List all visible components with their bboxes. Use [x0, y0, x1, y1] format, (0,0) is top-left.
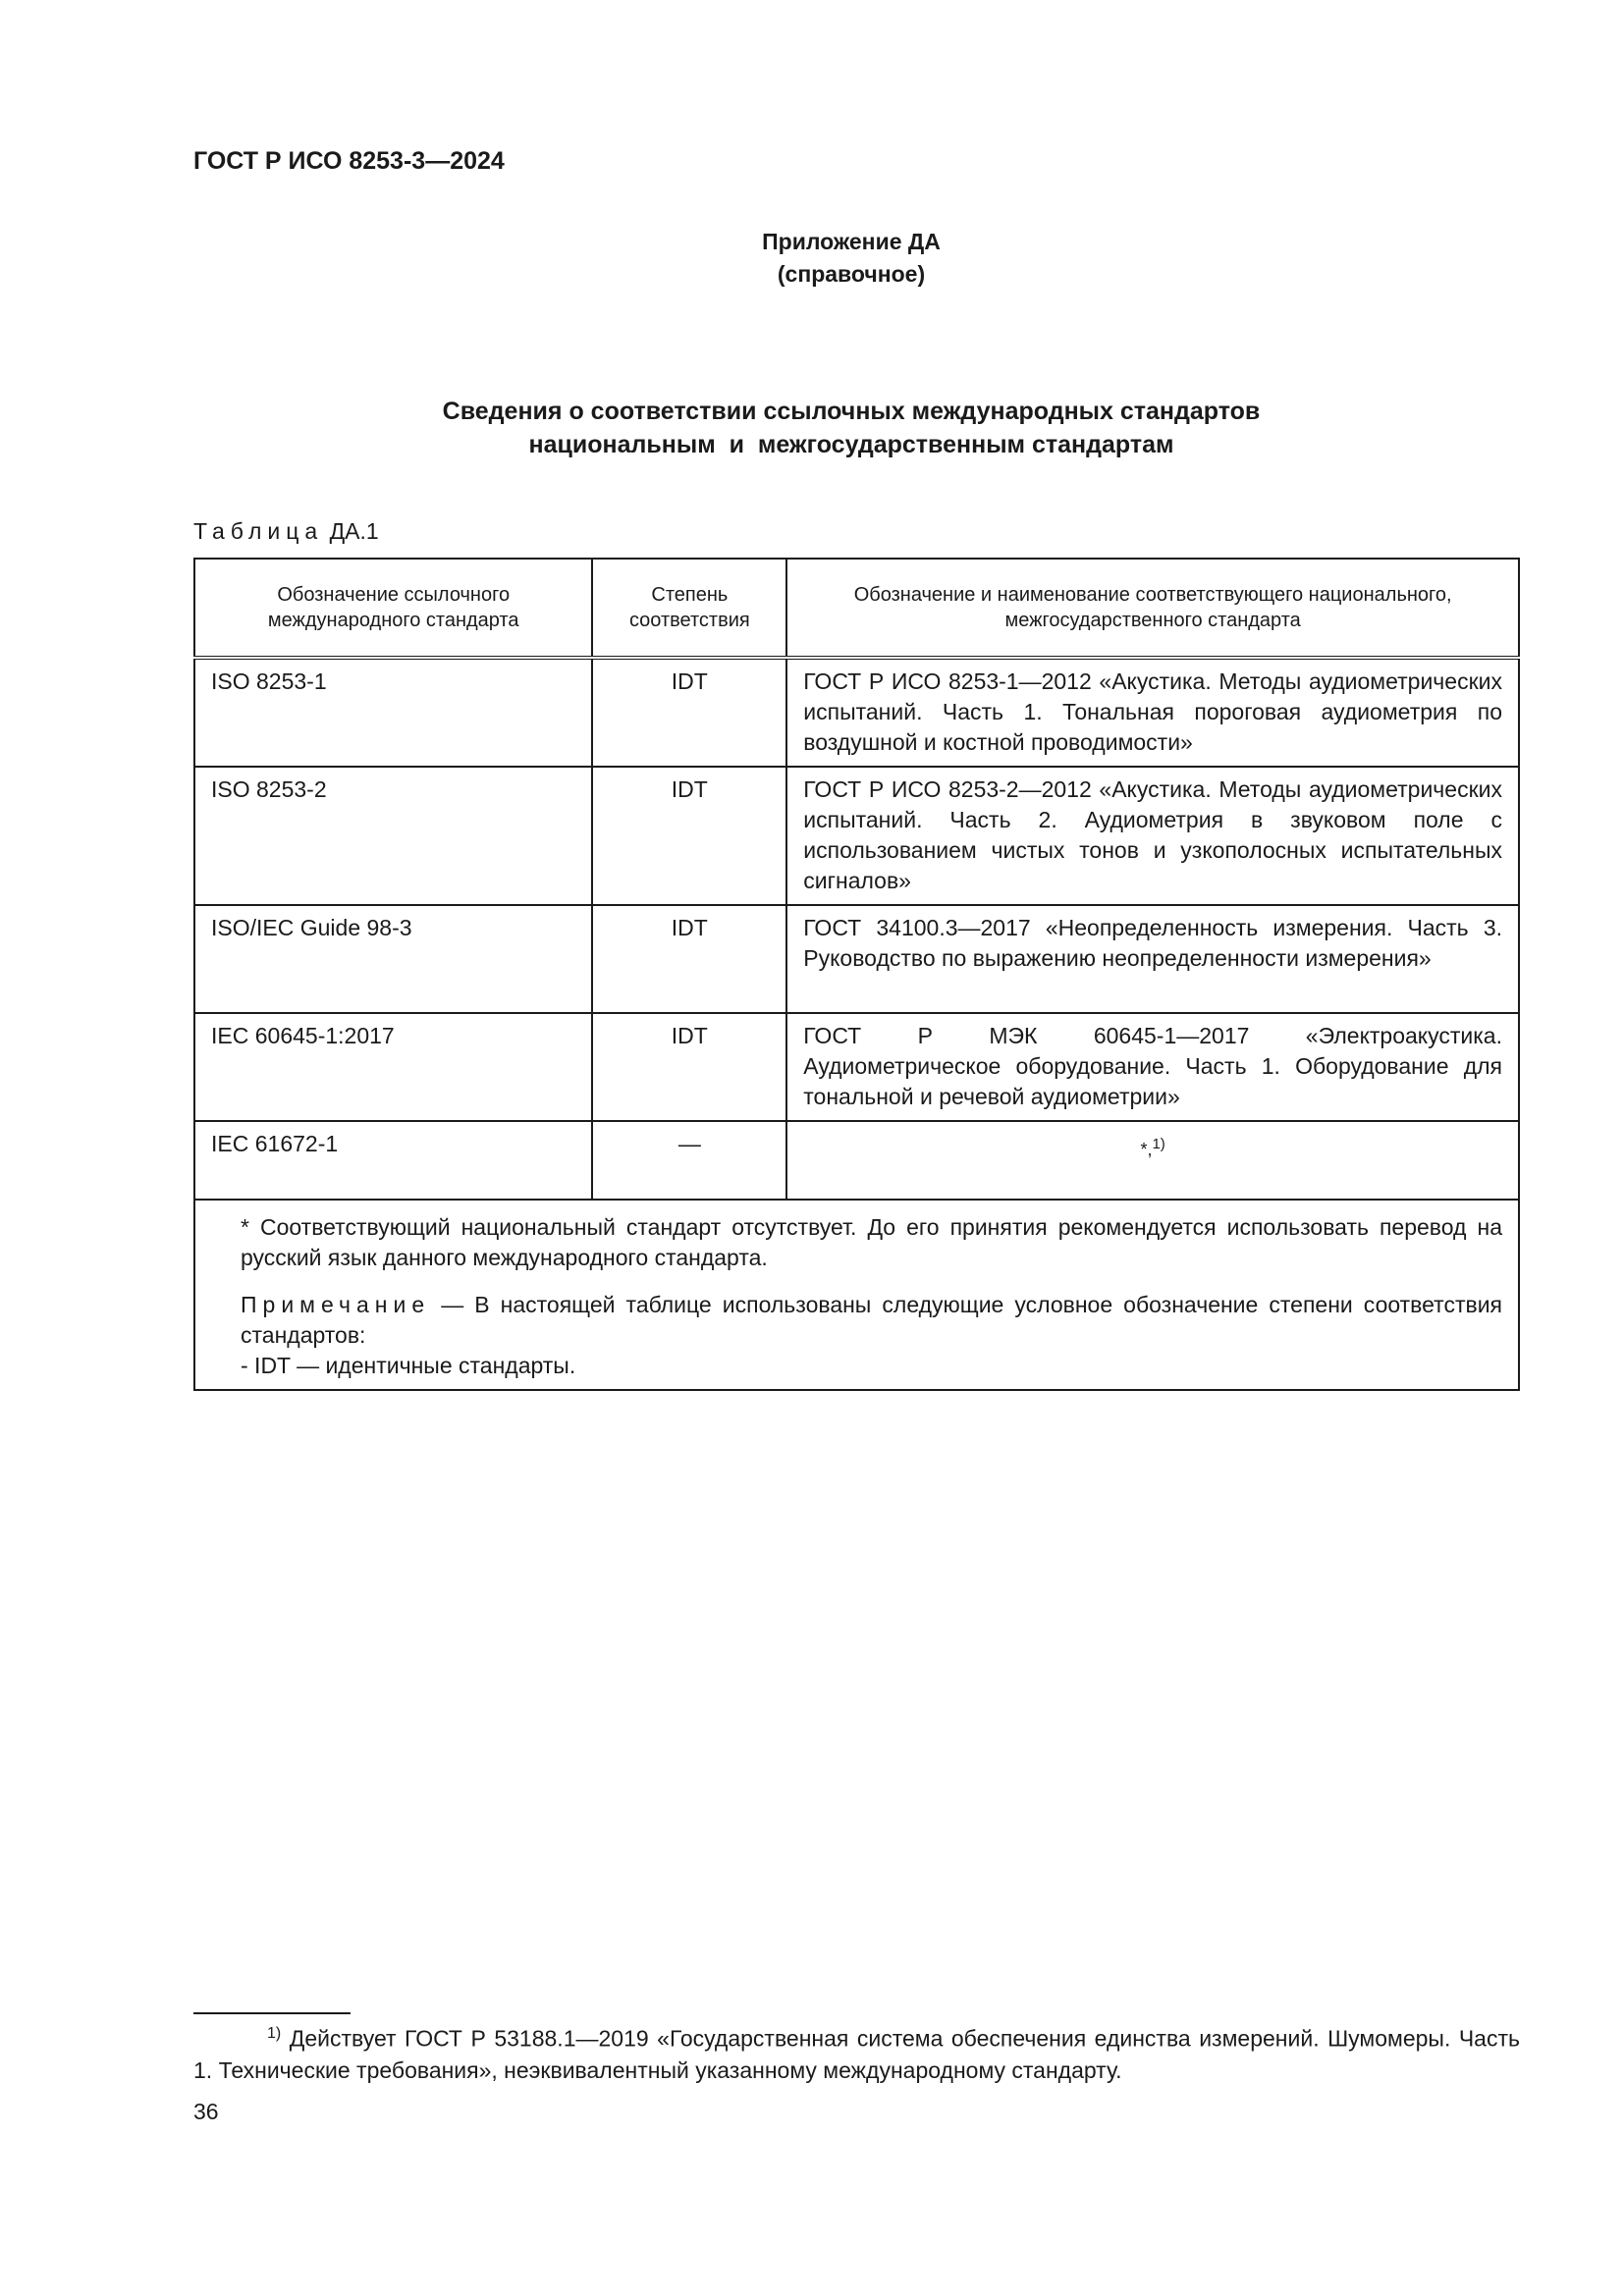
table-label-number: ДА.1	[323, 518, 379, 544]
degree-cell: IDT	[592, 905, 786, 1013]
section-title-line-1: Сведения о соответствии ссылочных международных стандартов	[442, 398, 1261, 425]
table-label-word: Таблица	[193, 518, 324, 544]
degree-cell: —	[592, 1121, 786, 1200]
intl-standard-cell: IEC 60645-1:2017	[194, 1013, 592, 1121]
footnote-text: Действует ГОСТ Р 53188.1—2019 «Государственная система обеспечения единства измерений. Шумомеры. Часть 1. Технические требования», неэквивалентный указанному международному стандарту.	[193, 2025, 1520, 2083]
note-text: — В настоящей таблице использованы следующие условное обозначение степени соответствия стандартов:	[241, 1292, 1502, 1348]
degree-cell: IDT	[592, 1013, 786, 1121]
table-row	[194, 658, 1519, 767]
note-bullet: - IDT — идентичные стандарты.	[241, 1353, 576, 1378]
table-footer-notes	[194, 1200, 1519, 1390]
annex-type: (справочное)	[777, 261, 926, 287]
national-standard-cell-empty	[786, 1121, 1519, 1200]
degree-cell: IDT	[592, 767, 786, 905]
table-note	[241, 1290, 1502, 1351]
footnote-ref-mark: 1)	[1152, 1136, 1165, 1152]
national-standard-cell: ГОСТ Р ИСО 8253-2—2012 «Акустика. Методы аудиометрических испытаний. Часть 2. Аудиометрия в звуковом поле с использованием чистых тонов и узкополосных испытательных сигналов»	[786, 767, 1519, 905]
header-degree: Степень соответствия	[592, 559, 786, 658]
national-standard-cell: ГОСТ 34100.3—2017 «Неопределенность измерения. Часть 3. Руководство по выражению неопределенности измерения»	[786, 905, 1519, 1013]
national-standard-cell: ГОСТ Р ИСО 8253-1—2012 «Акустика. Методы аудиометрических испытаний. Часть 1. Тональная пороговая аудиометрия по воздушной и костной проводимости»	[786, 658, 1519, 767]
table-row	[194, 1013, 1519, 1121]
table-row	[194, 1121, 1519, 1200]
section-title	[0, 395, 1624, 461]
annex-heading	[0, 226, 1624, 291]
header-national-standard: Обозначение и наименование соответствующего национального, межгосударственного стандарта	[786, 559, 1519, 658]
header-intl-standard: Обозначение ссылочного международного стандарта	[194, 559, 592, 658]
table-header-row	[194, 559, 1519, 658]
reference-standards-table	[193, 558, 1520, 1391]
asterisk-mark: *,	[1140, 1140, 1153, 1159]
document-code: ГОСТ Р ИСО 8253-3—2024	[193, 147, 505, 175]
intl-standard-cell: ISO 8253-1	[194, 658, 592, 767]
note-word: Примечание	[241, 1292, 431, 1317]
page-number: 36	[193, 2099, 219, 2124]
degree-cell: IDT	[592, 658, 786, 767]
footnote-marker: 1)	[267, 2025, 282, 2042]
table-footer-row	[194, 1200, 1519, 1390]
table-label	[193, 518, 379, 545]
intl-standard-cell: ISO/IEC Guide 98-3	[194, 905, 592, 1013]
table-row	[194, 767, 1519, 905]
footnote-separator	[193, 2012, 351, 2014]
national-standard-cell: ГОСТ Р МЭК 60645-1—2017 «Электроакустика. Аудиометрическое оборудование. Часть 1. Оборудование для тональной и речевой аудиометрии»	[786, 1013, 1519, 1121]
table-row	[194, 905, 1519, 1013]
annex-title: Приложение ДА	[762, 229, 941, 254]
section-title-line-2: национальным и межгосударственным стандартам	[528, 431, 1174, 458]
intl-standard-cell: ISO 8253-2	[194, 767, 592, 905]
footnote	[193, 2018, 1520, 2086]
intl-standard-cell: IEC 61672-1	[194, 1121, 592, 1200]
asterisk-note: * Соответствующий национальный стандарт отсутствует. До его принятия рекомендуется использовать перевод на русский язык данного международного стандарта.	[241, 1214, 1502, 1270]
